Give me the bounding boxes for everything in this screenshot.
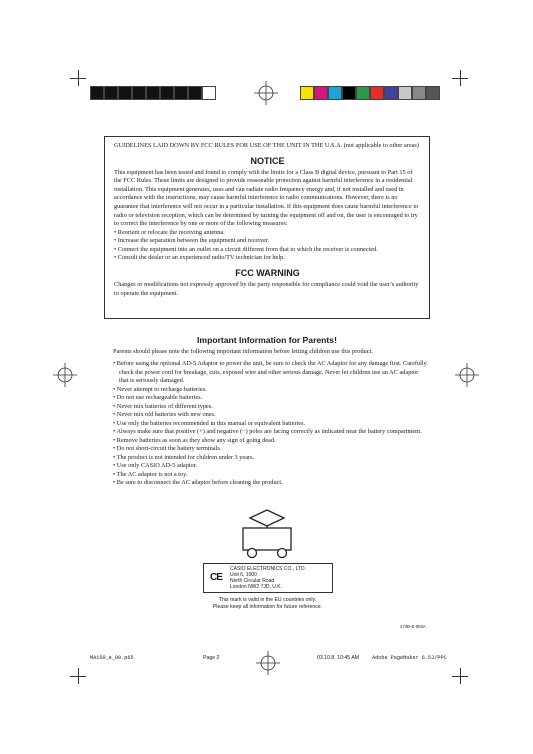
color-swatch: [384, 86, 398, 100]
list-item: • Do not short-circuit the battery terminals.: [113, 445, 429, 454]
notice-heading: NOTICE: [250, 155, 285, 166]
list-item: • Never mix batteries of different types.: [113, 403, 429, 412]
list-item: • Remove batteries as soon as they show any sign of going dead.: [113, 437, 429, 446]
list-item: • Before using the optional AD-5 Adaptor to power the unit, be sure to check the AC Adaptor for any damage first. Carefully check the power cord for breakage, cuts, exposed wire and other serious damage. Never let children use an AC adaptor that is seriously damaged.: [113, 360, 429, 386]
crop-mark-bottom-right-v: [460, 668, 461, 684]
footer-page: Page 2: [203, 655, 220, 661]
color-swatch: [370, 86, 384, 100]
fcc-warning-heading: FCC WARNING: [235, 267, 300, 278]
color-swatch: [426, 86, 440, 100]
color-swatch: [174, 86, 188, 100]
parents-list: [113, 360, 429, 488]
footer-app: Adobe PageMaker 6.5J/PPC: [372, 655, 447, 661]
ce-address-line: London NW2 7JD, U.K.: [230, 584, 282, 590]
list-item: • The product is not intended for children under 3 years.: [113, 454, 429, 463]
list-item: • Never mix old batteries with new ones.: [113, 411, 429, 420]
list-item: • Increase the separation between the equipment and receiver.: [114, 237, 421, 246]
list-item: • Reorient or relocate the receiving antenna.: [114, 229, 421, 238]
parents-intro: Parents should please note the following important information before letting children use this product.: [113, 348, 373, 355]
color-swatch: [146, 86, 160, 100]
list-item: • Be sure to disconnect the AC adaptor before cleaning the product.: [113, 479, 429, 488]
color-swatch: [188, 86, 202, 100]
registration-mark-bottom-icon: [256, 651, 280, 675]
ce-mark-icon: CE: [210, 572, 222, 583]
parents-title: Important Information for Parents!: [197, 335, 337, 345]
crop-mark-top-left-v: [78, 70, 79, 86]
crop-mark-top-right-v: [460, 70, 461, 86]
ce-info-box: [203, 563, 333, 593]
notice-body: This equipment has been tested and found to comply with the limits for a Class B digital device, pursuant to Part 15 of the FCC Rules. These limits are designed to provide reasonable protection against harmful interference in a residential installation. This equipment generates, uses and can radiate radio frequency energy and, if not installed and used in accordance with the instructions, may cause harmful interference to radio communications. However, there is no guarantee that interference will not occur in a particular installation. If this equipment does cause harmful interference to radio or television reception, which can be determined by turning the equipment off and on, the user is encouraged to try to correct the interference by one or more of the following measures:: [114, 168, 419, 228]
fcc-guidelines: GUIDELINES LAID DOWN BY FCC RULES FOR USE OF THE UNIT IN THE U.S.A. (not applicable to other areas): [114, 142, 419, 149]
registration-mark-left-icon: [53, 363, 77, 387]
color-swatch: [160, 86, 174, 100]
color-swatch: [398, 86, 412, 100]
document-code: 274B-E-002A: [400, 624, 426, 629]
color-swatch: [328, 86, 342, 100]
ce-note-line: Please keep all information for future reference.: [212, 604, 323, 611]
color-swatch: [342, 86, 356, 100]
color-bars-right: [300, 86, 440, 100]
color-swatch: [300, 86, 314, 100]
ce-note-line: This mark is valid in the EU countries only.: [218, 597, 317, 603]
list-item: • Never attempt to recharge batteries.: [113, 386, 429, 395]
color-swatch: [412, 86, 426, 100]
ce-address-line: Unit 6, 1000: [230, 572, 257, 578]
registration-mark-top-icon: [254, 81, 278, 105]
registration-mark-right-icon: [455, 363, 479, 387]
color-swatch: [104, 86, 118, 100]
footer-file: MA150_e_00.p65: [90, 655, 134, 661]
color-swatch: [356, 86, 370, 100]
fcc-measures-list: [114, 229, 421, 263]
footer-timestamp: 03.10.8, 10:45 AM: [317, 655, 360, 661]
list-item: • Do not use rechargeable batteries.: [113, 394, 429, 403]
ce-note: [180, 597, 355, 611]
disposal-symbol-icon: [240, 508, 294, 560]
ce-address-line: North Circular Road: [230, 578, 275, 584]
list-item: • Consult the dealer or an experienced radio/TV technician for help.: [114, 254, 421, 263]
color-swatch: [118, 86, 132, 100]
ce-company: CASIO ELECTRONICS CO., LTD.: [230, 566, 307, 572]
color-bars-left: [90, 86, 216, 100]
list-item: • Always make sure that positive (+) and negative (−) poles are facing correctly as indicated near the battery compartment.: [113, 428, 429, 437]
color-swatch: [202, 86, 216, 100]
color-swatch: [314, 86, 328, 100]
fcc-notice-box: [104, 136, 430, 319]
list-item: • Use only CASIO AD-5 adaptor.: [113, 462, 429, 471]
color-swatch: [132, 86, 146, 100]
fcc-warning-body: Changes or modifications not expressly approved by the party responsible for compliance could void the user’s authority to operate the equipment.: [114, 281, 419, 297]
list-item: • The AC adaptor is not a toy.: [113, 471, 429, 480]
crop-mark-bottom-left-v: [78, 668, 79, 684]
list-item: • Connect the equipment into an outlet on a circuit different from that to which the receiver is connected.: [114, 246, 421, 255]
color-swatch: [90, 86, 104, 100]
list-item: • Use only the batteries recommended in this manual or equivalent batteries.: [113, 420, 429, 429]
